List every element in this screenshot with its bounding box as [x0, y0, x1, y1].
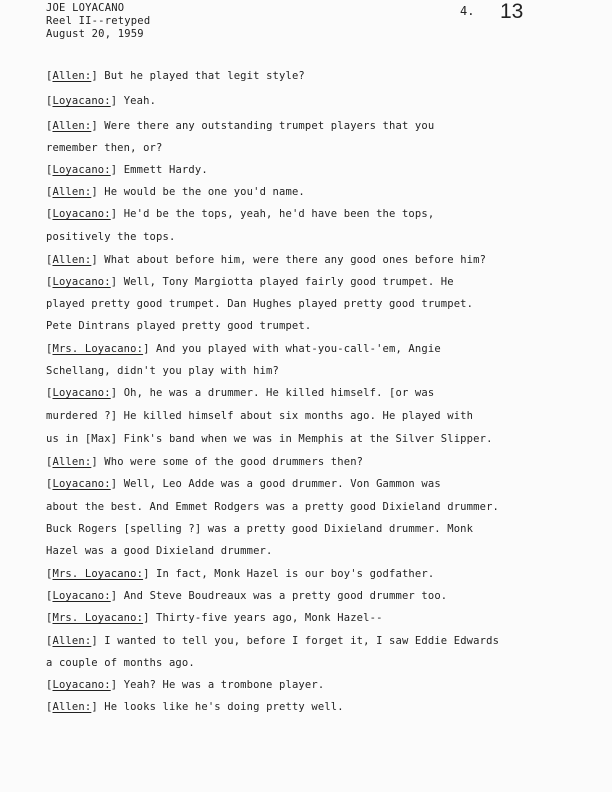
transcript-line: [46, 679, 324, 691]
line-text: And Steve Boudreaux was a pretty good drummer too.: [123, 590, 448, 602]
bracket-close: ]: [143, 612, 157, 624]
bracket-close: ]: [91, 456, 105, 468]
speaker-label: Mrs. Loyacano:: [52, 612, 144, 624]
reel-label: Reel II--retyped: [46, 15, 151, 27]
bracket-open: [: [46, 635, 53, 647]
line-text: about the best. And Emmet Rodgers was a pretty good Dixieland drummer.: [46, 501, 500, 513]
transcript-line: [46, 545, 273, 557]
line-text: played pretty good trumpet. Dan Hughes played pretty good trumpet.: [46, 298, 474, 310]
line-text: He looks like he's doing pretty well.: [104, 701, 344, 713]
transcript-line: [46, 343, 441, 355]
transcript-line: [46, 365, 279, 377]
line-text: And you played with what-you-call-'em, Angie: [156, 343, 441, 355]
speaker-label: Allen:: [52, 254, 92, 266]
bracket-close: ]: [91, 635, 105, 647]
line-text: Who were some of the good drummers then?: [104, 456, 364, 468]
bracket-open: [: [46, 456, 53, 468]
line-text: remember then, or?: [46, 142, 163, 154]
speaker-label: Loyacano:: [52, 164, 111, 176]
speaker-label: Loyacano:: [52, 95, 111, 107]
speaker-label: Loyacano:: [52, 387, 111, 399]
page-number: 13: [500, 0, 524, 23]
interview-date: August 20, 1959: [46, 28, 144, 40]
transcript-line: [46, 387, 434, 399]
bracket-open: [: [46, 254, 53, 266]
speaker-label: Allen:: [52, 186, 92, 198]
transcript-line: [46, 701, 344, 713]
bracket-open: [: [46, 568, 53, 580]
line-text: Well, Leo Adde was a good drummer. Von Gammon was: [123, 478, 441, 490]
bracket-open: [: [46, 208, 53, 220]
page-header: [46, 2, 150, 41]
speaker-label: Allen:: [52, 456, 92, 468]
transcript-line: [46, 70, 305, 82]
transcript-line: [46, 95, 156, 107]
line-text: positively the tops.: [46, 231, 176, 243]
interviewee-name: JOE LOYACANO: [46, 2, 125, 14]
bracket-open: [: [46, 276, 53, 288]
bracket-close: ]: [143, 568, 157, 580]
bracket-close: ]: [110, 164, 124, 176]
bracket-open: [: [46, 70, 53, 82]
bracket-close: ]: [91, 70, 105, 82]
bracket-close: ]: [110, 590, 124, 602]
speaker-label: Allen:: [52, 635, 92, 647]
line-text: Hazel was a good Dixieland drummer.: [46, 545, 273, 557]
line-text: murdered ?] He killed himself about six months ago. He played with: [46, 410, 474, 422]
transcript-line: [46, 120, 434, 132]
line-text: I wanted to tell you, before I forget it, I saw Eddie Edwards: [104, 635, 500, 647]
bracket-open: [: [46, 478, 53, 490]
line-text: He would be the one you'd name.: [104, 186, 305, 198]
transcript-line: [46, 433, 493, 445]
line-text: Yeah.: [123, 95, 157, 107]
transcript-line: [46, 568, 434, 580]
bracket-close: ]: [91, 701, 105, 713]
speaker-label: Mrs. Loyacano:: [52, 343, 144, 355]
transcript-line: [46, 276, 454, 288]
speaker-label: Allen:: [52, 701, 92, 713]
bracket-open: [: [46, 701, 53, 713]
bracket-close: ]: [110, 679, 124, 691]
transcript-line: [46, 501, 499, 513]
bracket-open: [: [46, 186, 53, 198]
bracket-open: [: [46, 387, 53, 399]
bracket-close: ]: [91, 254, 105, 266]
transcript-line: [46, 456, 363, 468]
transcript-line: [46, 657, 195, 669]
transcript-line: [46, 231, 175, 243]
line-text: a couple of months ago.: [46, 657, 195, 669]
bracket-close: ]: [110, 276, 124, 288]
transcript-line: [46, 186, 305, 198]
bracket-close: ]: [91, 120, 105, 132]
transcript-line: [46, 142, 163, 154]
transcript-line: [46, 164, 208, 176]
speaker-label: Loyacano:: [52, 276, 111, 288]
bracket-close: ]: [110, 387, 124, 399]
line-text: us in [Max] Fink's band when we was in Memphis at the Silver Slipper.: [46, 433, 493, 445]
speaker-label: Allen:: [52, 70, 92, 82]
line-text: Well, Tony Margiotta played fairly good trumpet. He: [123, 276, 454, 288]
line-text: Oh, he was a drummer. He killed himself. [or was: [123, 387, 435, 399]
line-text: In fact, Monk Hazel is our boy's godfather.: [156, 568, 435, 580]
bracket-close: ]: [91, 186, 105, 198]
line-text: He'd be the tops, yeah, he'd have been the tops,: [123, 208, 435, 220]
transcript-line: [46, 590, 447, 602]
transcript-line: [46, 478, 441, 490]
transcript-line: [46, 208, 434, 220]
line-text: Buck Rogers [spelling ?] was a pretty good Dixieland drummer. Monk: [46, 523, 474, 535]
line-text: Thirty-five years ago, Monk Hazel--: [156, 612, 383, 624]
transcript-line: [46, 410, 473, 422]
speaker-label: Loyacano:: [52, 208, 111, 220]
bracket-open: [: [46, 120, 53, 132]
line-text: Were there any outstanding trumpet players that you: [104, 120, 435, 132]
transcript-line: [46, 298, 473, 310]
bracket-open: [: [46, 343, 53, 355]
transcript-line: [46, 254, 486, 266]
line-text: But he played that legit style?: [104, 70, 305, 82]
page-mark-small: 4.: [460, 4, 475, 18]
transcript-line: [46, 612, 383, 624]
bracket-close: ]: [110, 208, 124, 220]
line-text: What about before him, were there any good ones before him?: [104, 254, 487, 266]
line-text: Schellang, didn't you play with him?: [46, 365, 279, 377]
transcript-line: [46, 320, 311, 332]
bracket-open: [: [46, 590, 53, 602]
bracket-close: ]: [110, 478, 124, 490]
speaker-label: Mrs. Loyacano:: [52, 568, 144, 580]
bracket-close: ]: [143, 343, 157, 355]
speaker-label: Loyacano:: [52, 590, 111, 602]
bracket-open: [: [46, 164, 53, 176]
transcript-line: [46, 635, 499, 647]
line-text: Emmett Hardy.: [123, 164, 208, 176]
bracket-open: [: [46, 95, 53, 107]
bracket-open: [: [46, 612, 53, 624]
bracket-open: [: [46, 679, 53, 691]
line-text: Pete Dintrans played pretty good trumpet.: [46, 320, 312, 332]
speaker-label: Allen:: [52, 120, 92, 132]
speaker-label: Loyacano:: [52, 679, 111, 691]
bracket-close: ]: [110, 95, 124, 107]
line-text: Yeah? He was a trombone player.: [123, 679, 325, 691]
transcript-line: [46, 523, 473, 535]
speaker-label: Loyacano:: [52, 478, 111, 490]
